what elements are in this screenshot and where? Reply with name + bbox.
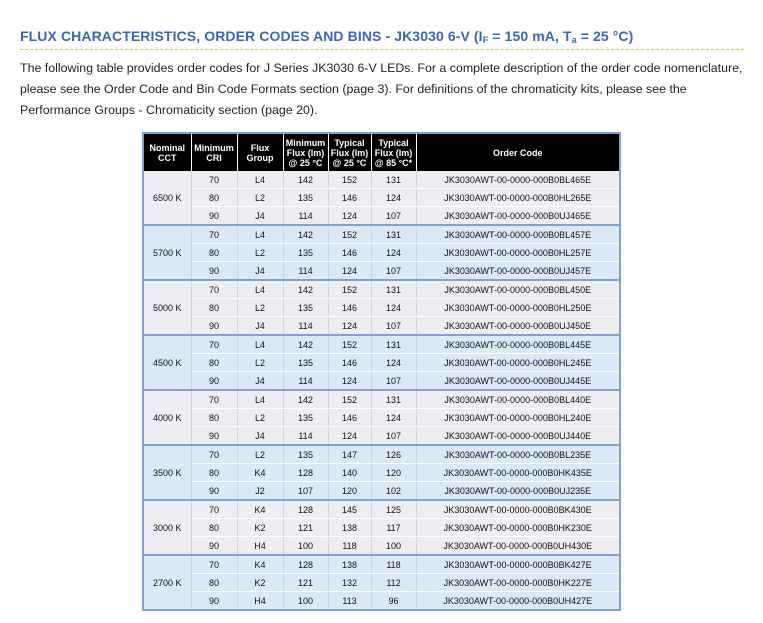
- header-flux-group: [237, 133, 283, 171]
- table-row: [143, 555, 620, 574]
- cell-flux-group: K4: [237, 555, 283, 574]
- table-row: [143, 317, 620, 336]
- cell-flux-group: L4: [237, 225, 283, 244]
- cell-order-code: JK3030AWT-00-0000-000B0UH430E: [416, 537, 620, 556]
- cell-typical-flux-85: 112: [371, 574, 416, 592]
- cell-minimum-flux: 135: [283, 189, 328, 207]
- cell-typical-flux-85: 125: [371, 500, 416, 519]
- cell-typical-flux-85: 107: [371, 207, 416, 226]
- header-line: Order Code: [492, 147, 543, 158]
- cell-flux-group: J4: [237, 262, 283, 281]
- cell-order-code: JK3030AWT-00-0000-000B0HL257E: [416, 244, 620, 262]
- cell-minimum-cri: 90: [191, 427, 237, 446]
- cell-typical-flux-85: 96: [371, 592, 416, 611]
- cell-minimum-cri: 80: [191, 464, 237, 482]
- table-row: [143, 335, 620, 354]
- cell-typical-flux-25: 152: [328, 335, 371, 354]
- cell-flux-group: L2: [237, 189, 283, 207]
- header-line: @ 85 °C*: [374, 157, 413, 168]
- cell-typical-flux-25: 146: [328, 299, 371, 317]
- cell-typical-flux-25: 124: [328, 372, 371, 391]
- cell-nominal-cct: 6500 K: [143, 171, 191, 225]
- header-line: Group: [246, 152, 274, 163]
- cell-flux-group: L2: [237, 409, 283, 427]
- cell-minimum-cri: 80: [191, 354, 237, 372]
- cell-typical-flux-25: 124: [328, 262, 371, 281]
- cell-minimum-cri: 80: [191, 409, 237, 427]
- header-line: Flux (lm): [374, 147, 413, 158]
- table-row: [143, 574, 620, 592]
- cell-minimum-cri: 80: [191, 299, 237, 317]
- cell-order-code: JK3030AWT-00-0000-000B0BK430E: [416, 500, 620, 519]
- table-header-row: [143, 133, 620, 171]
- cell-typical-flux-85: 107: [371, 262, 416, 281]
- cell-typical-flux-85: 107: [371, 372, 416, 391]
- cell-flux-group: K4: [237, 500, 283, 519]
- title-text: FLUX CHARACTERISTICS, ORDER CODES AND BINS - JK3030 6-V (I: [20, 28, 483, 44]
- header-line: Flux (lm): [286, 147, 325, 158]
- header-line: @ 25 °C: [332, 157, 367, 168]
- cell-nominal-cct: 4500 K: [143, 335, 191, 390]
- cell-minimum-flux: 142: [283, 171, 328, 189]
- cell-flux-group: K4: [237, 464, 283, 482]
- table-row: [143, 592, 620, 611]
- cell-minimum-flux: 128: [283, 500, 328, 519]
- cell-order-code: JK3030AWT-00-0000-000B0BL457E: [416, 225, 620, 244]
- header-order-code: [416, 133, 620, 171]
- cell-typical-flux-25: 152: [328, 225, 371, 244]
- table-row: [143, 445, 620, 464]
- cell-flux-group: L4: [237, 171, 283, 189]
- cell-order-code: JK3030AWT-00-0000-000B0UJ445E: [416, 372, 620, 391]
- cell-minimum-flux: 100: [283, 537, 328, 556]
- cell-flux-group: J2: [237, 482, 283, 501]
- cell-flux-group: H4: [237, 537, 283, 556]
- cell-minimum-cri: 70: [191, 171, 237, 189]
- cell-minimum-cri: 70: [191, 445, 237, 464]
- cell-flux-group: L2: [237, 299, 283, 317]
- header-line: Flux (lm): [330, 147, 369, 158]
- title-subscript-f: F: [482, 35, 489, 45]
- cell-minimum-flux: 142: [283, 390, 328, 409]
- section-title: [20, 28, 744, 50]
- order-code-table: [142, 132, 621, 611]
- cell-flux-group: K2: [237, 519, 283, 537]
- cell-minimum-cri: 70: [191, 555, 237, 574]
- cell-typical-flux-85: 124: [371, 354, 416, 372]
- intro-paragraph: The following table provides order codes for J Series JK3030 6-V LEDs. For a complete description of the order code nomenclature, please see the Order Code and Bin Code Formats section (page 3). For definitions of the chromaticity kits, please see the Performance Groups - Chromaticity section (page 20).: [20, 61, 743, 117]
- cell-typical-flux-25: 145: [328, 500, 371, 519]
- table-body: [143, 171, 620, 610]
- cell-typical-flux-25: 147: [328, 445, 371, 464]
- header-typical-flux-25: [328, 133, 371, 171]
- header-minimum-cri: [191, 133, 237, 171]
- cell-typical-flux-85: 124: [371, 189, 416, 207]
- cell-typical-flux-25: 146: [328, 244, 371, 262]
- cell-minimum-flux: 114: [283, 427, 328, 446]
- cell-typical-flux-25: 138: [328, 519, 371, 537]
- cell-minimum-cri: 90: [191, 482, 237, 501]
- cell-flux-group: L2: [237, 354, 283, 372]
- cell-nominal-cct: 5700 K: [143, 225, 191, 280]
- cell-minimum-cri: 90: [191, 372, 237, 391]
- cell-nominal-cct: 5000 K: [143, 280, 191, 335]
- cell-minimum-cri: 90: [191, 592, 237, 611]
- table-row: [143, 225, 620, 244]
- header-line: Flux: [250, 142, 270, 153]
- cell-typical-flux-25: 146: [328, 189, 371, 207]
- cell-minimum-flux: 142: [283, 225, 328, 244]
- header-nominal-cct: [143, 133, 191, 171]
- cell-typical-flux-85: 120: [371, 464, 416, 482]
- cell-typical-flux-85: 124: [371, 244, 416, 262]
- cell-typical-flux-25: 140: [328, 464, 371, 482]
- cell-order-code: JK3030AWT-00-0000-000B0UJ465E: [416, 207, 620, 226]
- cell-flux-group: L4: [237, 335, 283, 354]
- cell-minimum-flux: 135: [283, 445, 328, 464]
- table-row: [143, 409, 620, 427]
- cell-order-code: JK3030AWT-00-0000-000B0BL235E: [416, 445, 620, 464]
- cell-minimum-cri: 70: [191, 225, 237, 244]
- cell-minimum-flux: 128: [283, 555, 328, 574]
- cell-minimum-flux: 135: [283, 409, 328, 427]
- header-line: CCT: [158, 152, 177, 163]
- cell-minimum-flux: 142: [283, 280, 328, 299]
- cell-minimum-flux: 135: [283, 354, 328, 372]
- cell-nominal-cct: 2700 K: [143, 555, 191, 610]
- cell-flux-group: L2: [237, 244, 283, 262]
- cell-minimum-flux: 100: [283, 592, 328, 611]
- cell-minimum-cri: 70: [191, 500, 237, 519]
- table-row: [143, 372, 620, 391]
- cell-typical-flux-25: 118: [328, 537, 371, 556]
- header-line: Minimum: [194, 142, 234, 153]
- cell-typical-flux-85: 107: [371, 317, 416, 336]
- cell-minimum-cri: 70: [191, 280, 237, 299]
- table-row: [143, 280, 620, 299]
- cell-order-code: JK3030AWT-00-0000-000B0HK435E: [416, 464, 620, 482]
- cell-order-code: JK3030AWT-00-0000-000B0BL450E: [416, 280, 620, 299]
- cell-typical-flux-85: 131: [371, 171, 416, 189]
- cell-minimum-cri: 90: [191, 537, 237, 556]
- title-text-mid: = 150 mA, T: [488, 28, 572, 44]
- cell-minimum-cri: 80: [191, 574, 237, 592]
- table-row: [143, 354, 620, 372]
- cell-flux-group: J4: [237, 317, 283, 336]
- cell-typical-flux-25: 152: [328, 390, 371, 409]
- table-row: [143, 262, 620, 281]
- cell-flux-group: L4: [237, 280, 283, 299]
- header-line: Typical: [334, 137, 365, 148]
- table-row: [143, 427, 620, 446]
- cell-typical-flux-85: 117: [371, 519, 416, 537]
- cell-minimum-flux: 114: [283, 262, 328, 281]
- table-row: [143, 189, 620, 207]
- cell-order-code: JK3030AWT-00-0000-000B0UJ450E: [416, 317, 620, 336]
- cell-minimum-flux: 114: [283, 317, 328, 336]
- cell-minimum-cri: 80: [191, 244, 237, 262]
- header-line: Typical: [378, 137, 409, 148]
- cell-flux-group: H4: [237, 592, 283, 611]
- header-line: Minimum: [285, 137, 326, 148]
- cell-order-code: JK3030AWT-00-0000-000B0HL245E: [416, 354, 620, 372]
- cell-flux-group: K2: [237, 574, 283, 592]
- table-row: [143, 464, 620, 482]
- cell-typical-flux-85: 131: [371, 335, 416, 354]
- cell-minimum-cri: 80: [191, 519, 237, 537]
- cell-minimum-cri: 90: [191, 317, 237, 336]
- cell-typical-flux-85: 118: [371, 555, 416, 574]
- table-row: [143, 519, 620, 537]
- table-row: [143, 500, 620, 519]
- cell-minimum-flux: 135: [283, 299, 328, 317]
- cell-minimum-flux: 114: [283, 372, 328, 391]
- cell-typical-flux-85: 124: [371, 299, 416, 317]
- order-code-table-wrapper: [142, 132, 619, 611]
- cell-order-code: JK3030AWT-00-0000-000B0HL240E: [416, 409, 620, 427]
- cell-minimum-flux: 107: [283, 482, 328, 501]
- cell-order-code: JK3030AWT-00-0000-000B0UJ457E: [416, 262, 620, 281]
- cell-order-code: JK3030AWT-00-0000-000B0BK427E: [416, 555, 620, 574]
- cell-minimum-cri: 70: [191, 390, 237, 409]
- cell-typical-flux-25: 146: [328, 354, 371, 372]
- cell-typical-flux-25: 152: [328, 171, 371, 189]
- cell-flux-group: J4: [237, 207, 283, 226]
- title-text-end: = 25 °C): [576, 28, 634, 44]
- cell-typical-flux-85: 131: [371, 390, 416, 409]
- cell-typical-flux-25: 138: [328, 555, 371, 574]
- cell-typical-flux-25: 124: [328, 427, 371, 446]
- cell-nominal-cct: 3000 K: [143, 500, 191, 555]
- header-minimum-flux-25: [283, 133, 328, 171]
- cell-minimum-flux: 135: [283, 244, 328, 262]
- table-row: [143, 390, 620, 409]
- cell-typical-flux-85: 124: [371, 409, 416, 427]
- cell-typical-flux-85: 131: [371, 225, 416, 244]
- cell-order-code: JK3030AWT-00-0000-000B0HK227E: [416, 574, 620, 592]
- cell-nominal-cct: 4000 K: [143, 390, 191, 445]
- cell-typical-flux-25: 124: [328, 207, 371, 226]
- cell-minimum-cri: 70: [191, 335, 237, 354]
- cell-order-code: JK3030AWT-00-0000-000B0UJ235E: [416, 482, 620, 501]
- cell-typical-flux-85: 102: [371, 482, 416, 501]
- cell-typical-flux-25: 132: [328, 574, 371, 592]
- header-line: CRI: [206, 152, 222, 163]
- cell-flux-group: L2: [237, 445, 283, 464]
- table-row: [143, 207, 620, 226]
- cell-minimum-cri: 90: [191, 207, 237, 226]
- header-line: @ 25 °C: [288, 157, 323, 168]
- cell-typical-flux-85: 107: [371, 427, 416, 446]
- cell-minimum-flux: 121: [283, 574, 328, 592]
- table-row: [143, 171, 620, 189]
- cell-order-code: JK3030AWT-00-0000-000B0UJ440E: [416, 427, 620, 446]
- cell-typical-flux-85: 126: [371, 445, 416, 464]
- cell-typical-flux-85: 100: [371, 537, 416, 556]
- cell-order-code: JK3030AWT-00-0000-000B0HK230E: [416, 519, 620, 537]
- cell-minimum-cri: 80: [191, 189, 237, 207]
- title-subscript-a: a: [571, 35, 577, 45]
- cell-order-code: JK3030AWT-00-0000-000B0HL265E: [416, 189, 620, 207]
- cell-minimum-flux: 114: [283, 207, 328, 226]
- cell-order-code: JK3030AWT-00-0000-000B0BL445E: [416, 335, 620, 354]
- cell-nominal-cct: 3500 K: [143, 445, 191, 500]
- cell-order-code: JK3030AWT-00-0000-000B0BL440E: [416, 390, 620, 409]
- table-row: [143, 244, 620, 262]
- table-row: [143, 537, 620, 556]
- table-row: [143, 482, 620, 501]
- cell-minimum-flux: 142: [283, 335, 328, 354]
- cell-typical-flux-25: 124: [328, 317, 371, 336]
- table-row: [143, 299, 620, 317]
- cell-minimum-flux: 128: [283, 464, 328, 482]
- header-line: Nominal: [149, 142, 185, 153]
- cell-order-code: JK3030AWT-00-0000-000B0HL250E: [416, 299, 620, 317]
- cell-order-code: JK3030AWT-00-0000-000B0UH427E: [416, 592, 620, 611]
- cell-typical-flux-25: 146: [328, 409, 371, 427]
- cell-minimum-flux: 121: [283, 519, 328, 537]
- cell-order-code: JK3030AWT-00-0000-000B0BL465E: [416, 171, 620, 189]
- cell-flux-group: J4: [237, 372, 283, 391]
- cell-typical-flux-25: 113: [328, 592, 371, 611]
- cell-minimum-cri: 90: [191, 262, 237, 281]
- cell-typical-flux-25: 120: [328, 482, 371, 501]
- header-typical-flux-85: [371, 133, 416, 171]
- cell-flux-group: L4: [237, 390, 283, 409]
- cell-flux-group: J4: [237, 427, 283, 446]
- cell-typical-flux-25: 152: [328, 280, 371, 299]
- cell-typical-flux-85: 131: [371, 280, 416, 299]
